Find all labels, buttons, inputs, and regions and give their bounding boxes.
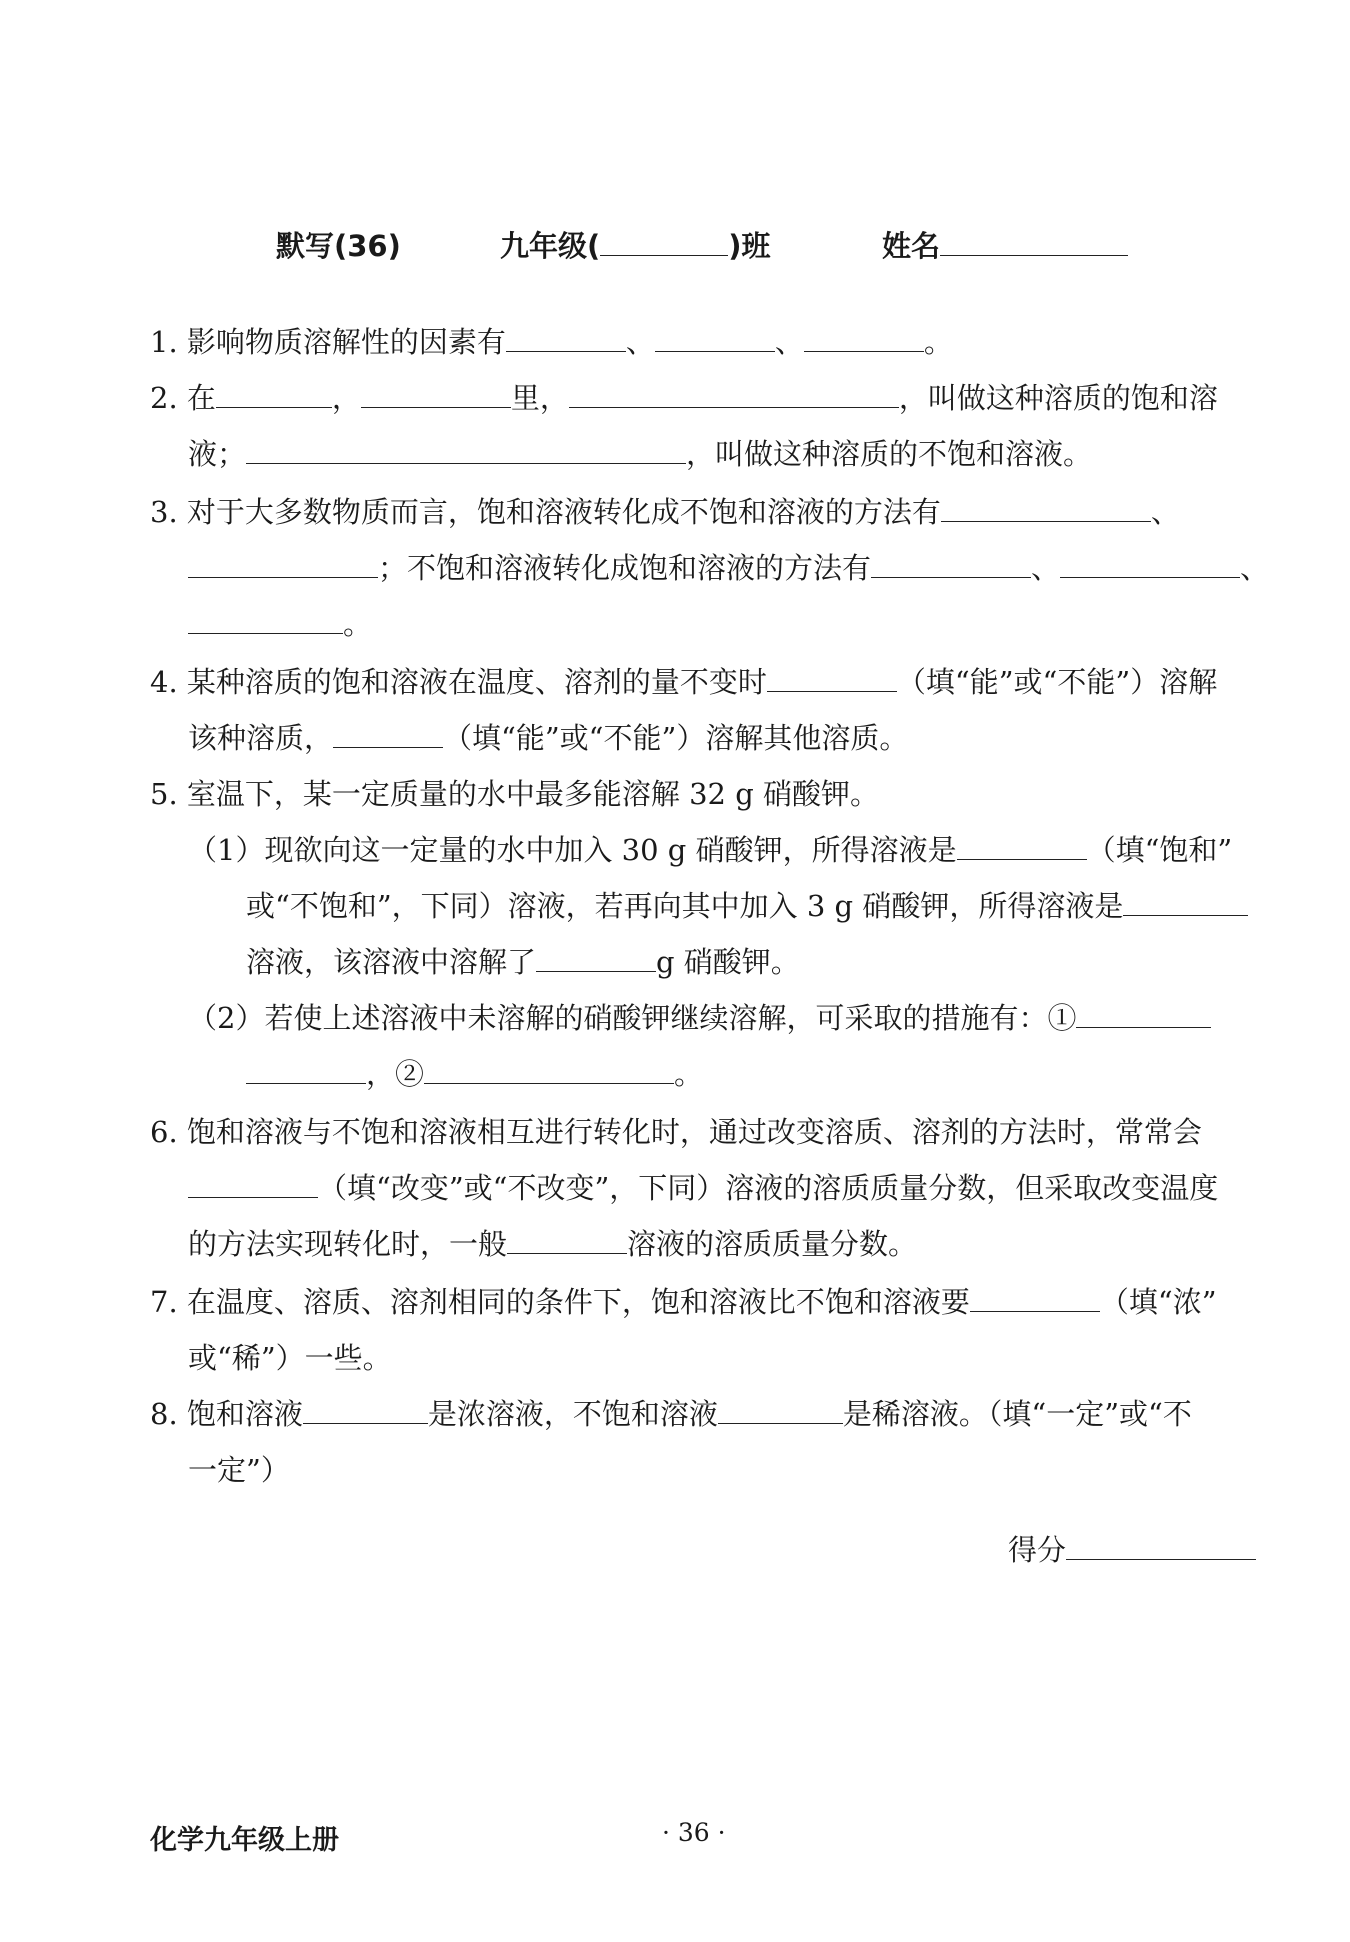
- answer-blank[interactable]: [1076, 1001, 1211, 1028]
- score-blank[interactable]: [1066, 1533, 1256, 1560]
- question-text: 或“不饱和”，下同）溶液，若再向其中加入 3 g 硝酸钾，所得溶液是: [246, 889, 1124, 923]
- name-label: 姓名: [882, 229, 941, 263]
- answer-blank[interactable]: [188, 1171, 318, 1198]
- answer-blank[interactable]: [941, 495, 1151, 522]
- question-line: [150, 1112, 1202, 1152]
- question-line: [150, 492, 1180, 532]
- answer-blank[interactable]: [506, 325, 626, 352]
- question-text: 溶液，该溶液中溶解了: [246, 945, 537, 979]
- question-line: [188, 1224, 917, 1264]
- score-label: 得分: [1008, 1533, 1067, 1567]
- answer-blank[interactable]: [333, 721, 443, 748]
- question-line: [246, 1054, 703, 1094]
- question-text: （1）现欲向这一定量的水中加入 30 g 硝酸钾，所得溶液是: [188, 833, 957, 867]
- question-line: [246, 886, 1248, 926]
- question-text: ，叫做这种溶质的不饱和溶液。: [686, 437, 1093, 471]
- question-line: [188, 434, 1092, 474]
- answer-blank[interactable]: [655, 325, 775, 352]
- question-line: [150, 1282, 1217, 1322]
- question-line: [188, 548, 1269, 588]
- name-field: [882, 224, 1128, 265]
- question-text: 里，: [510, 381, 569, 415]
- answer-blank[interactable]: [871, 551, 1031, 578]
- book-title: 化学九年级上册: [150, 1825, 339, 1856]
- answer-blank[interactable]: [569, 381, 899, 408]
- question-text: 、: [1031, 551, 1061, 585]
- answer-blank[interactable]: [718, 1397, 843, 1424]
- answer-blank[interactable]: [188, 551, 378, 578]
- answer-blank[interactable]: [361, 381, 511, 408]
- question-text: 1. 影响物质溶解性的因素有: [150, 325, 506, 359]
- question-line: [150, 662, 1217, 702]
- question-text: 溶液的溶质质量分数。: [627, 1227, 918, 1261]
- question-text: （2）若使上述溶液中未溶解的硝酸钾继续溶解，可采取的措施有：①: [188, 1001, 1077, 1035]
- question-text: ，②: [366, 1057, 425, 1091]
- question-text: 是浓溶液，不饱和溶液: [427, 1397, 718, 1431]
- class-suffix-label: )班: [728, 229, 771, 263]
- question-line: [188, 998, 1211, 1038]
- answer-blank[interactable]: [246, 437, 686, 464]
- question-text: ，叫做这种溶质的饱和溶: [898, 381, 1218, 415]
- question-text: （填“浓”: [1099, 1285, 1217, 1319]
- question-text: 8. 饱和溶液: [150, 1397, 303, 1431]
- question-line: [150, 378, 1218, 418]
- page-title: [276, 224, 401, 265]
- question-text: 、: [1150, 495, 1180, 529]
- question-line: [188, 1450, 290, 1490]
- question-text: 或“稀”）一些。: [188, 1341, 392, 1375]
- question-text: 该种溶质，: [188, 721, 334, 755]
- answer-blank[interactable]: [957, 833, 1087, 860]
- question-line: [150, 774, 879, 814]
- question-text: 3. 对于大多数物质而言，饱和溶液转化成不饱和溶液的方法有: [150, 495, 941, 529]
- question-text: ；不饱和溶液转化成饱和溶液的方法有: [378, 551, 872, 585]
- question-line: [150, 322, 953, 362]
- question-line: [188, 830, 1232, 870]
- question-text: 。: [343, 607, 373, 641]
- answer-blank[interactable]: [767, 665, 897, 692]
- question-text: （填“改变”或“不改变”，下同）溶液的溶质质量分数，但采取改变温度: [318, 1171, 1219, 1205]
- answer-blank[interactable]: [804, 325, 924, 352]
- question-text: 。: [674, 1057, 704, 1091]
- question-text: g 硝酸钾。: [656, 945, 800, 979]
- question-line: [188, 718, 908, 758]
- answer-blank[interactable]: [1060, 551, 1240, 578]
- answer-blank[interactable]: [536, 945, 656, 972]
- question-text: （填“饱和”: [1086, 833, 1233, 867]
- question-text: 、: [1240, 551, 1270, 585]
- question-line: [188, 1338, 392, 1378]
- score-field: [1008, 1528, 1256, 1569]
- question-line: [188, 604, 372, 644]
- worksheet-header: [0, 218, 1350, 274]
- question-text: 4. 某种溶质的饱和溶液在温度、溶剂的量不变时: [150, 665, 767, 699]
- question-text: （填“能”或“不能”）溶解其他溶质。: [443, 721, 909, 755]
- answer-blank[interactable]: [303, 1397, 428, 1424]
- answer-blank[interactable]: [1123, 889, 1248, 916]
- title-text: 默写(36): [276, 229, 401, 263]
- grade-label: 九年级(: [500, 229, 601, 263]
- question-line: [150, 1394, 1192, 1434]
- answer-blank[interactable]: [246, 1057, 366, 1084]
- question-text: 6. 饱和溶液与不饱和溶液相互进行转化时，通过改变溶质、溶剂的方法时，常常会: [150, 1115, 1202, 1149]
- question-text: （填“能”或“不能”）溶解: [896, 665, 1218, 699]
- answer-blank[interactable]: [970, 1285, 1100, 1312]
- class-field: [500, 224, 771, 265]
- answer-blank[interactable]: [507, 1227, 627, 1254]
- question-text: ，: [331, 381, 361, 415]
- question-text: 。: [923, 325, 953, 359]
- question-line: [188, 1168, 1218, 1208]
- answer-blank[interactable]: [188, 607, 343, 634]
- name-blank[interactable]: [940, 225, 1128, 256]
- page-number: · 36 ·: [662, 1818, 726, 1847]
- question-text: 一定”）: [188, 1453, 290, 1487]
- answer-blank[interactable]: [216, 381, 332, 408]
- question-text: 液；: [188, 437, 247, 471]
- class-blank[interactable]: [600, 225, 728, 256]
- answer-blank[interactable]: [424, 1057, 674, 1084]
- question-text: 5. 室温下，某一定质量的水中最多能溶解 32 g 硝酸钾。: [150, 777, 880, 811]
- question-text: 是稀溶液。（填“一定”或“不: [842, 1397, 1192, 1431]
- question-text: 7. 在温度、溶质、溶剂相同的条件下，饱和溶液比不饱和溶液要: [150, 1285, 970, 1319]
- question-text: 、: [625, 325, 655, 359]
- question-text: 、: [774, 325, 804, 359]
- question-text: 的方法实现转化时，一般: [188, 1227, 508, 1261]
- question-line: [246, 942, 800, 982]
- question-text: 2. 在: [150, 381, 216, 415]
